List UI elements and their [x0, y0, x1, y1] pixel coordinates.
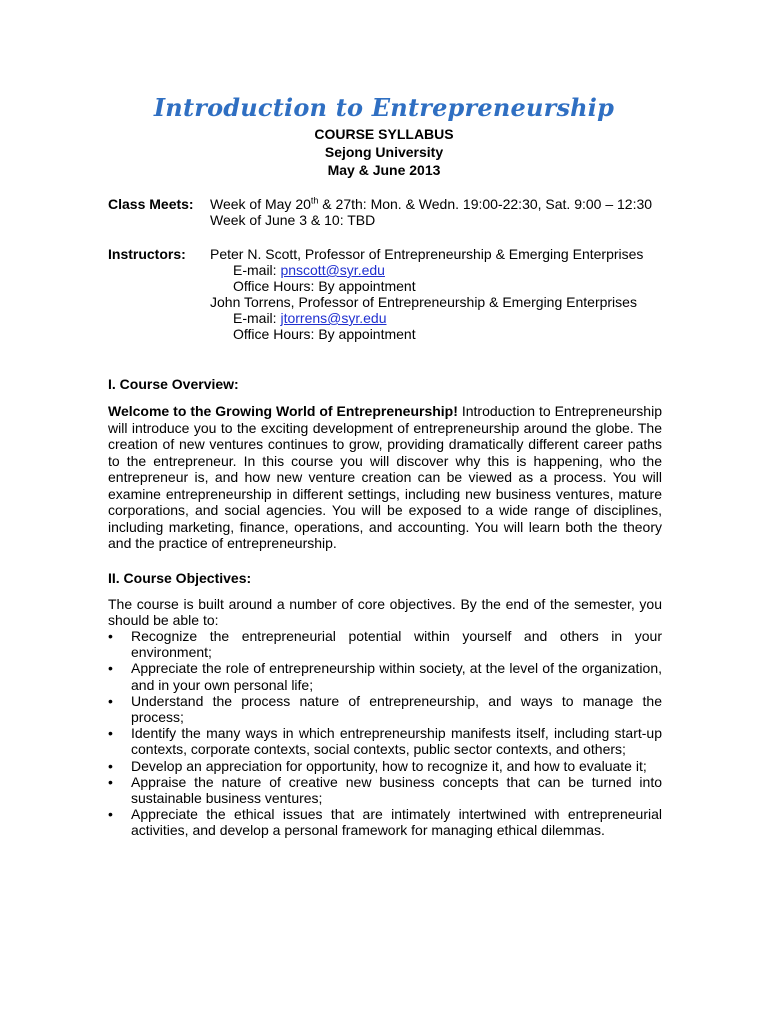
- overview-body: Introduction to Entrepreneurship will introduce you to the exciting development of entrepreneurship around the globe. The creation of new ventures continues to grow, providing dramatically different career paths to the entrepreneur. In this course you will discover why this is happening, who the entrepreneur is, and how new venture creation can be viewed as a process. You will examine entrepreneurship in different settings, including new business ventures, mature corporations, and social agencies. You will be exposed to a wide range of disciplines, including marketing, finance, operations, and accounting. You will learn both the theory and the practice of entrepreneurship.: [108, 403, 662, 551]
- instructors-label: Instructors:: [108, 246, 186, 262]
- objectives-list: [108, 628, 662, 839]
- instructor-1-email-line: [233, 262, 385, 278]
- objective-text: Appreciate the role of entrepreneurship within society, at the level of the organization, and in your own personal life;: [131, 660, 662, 693]
- objective-text: Appraise the nature of creative new business concepts that can be turned into sustainable business ventures;: [131, 773, 662, 807]
- bullet-icon: •: [108, 806, 113, 823]
- class-meets-line-1-sup: th: [310, 195, 319, 206]
- list-item: [108, 628, 662, 660]
- objective-text: Appreciate the ethical issues that are intimately intertwined with entrepreneurial activities, and develop a personal framework for managing ethical dilemmas.: [131, 806, 662, 839]
- course-objectives-heading: II. Course Objectives:: [108, 570, 252, 586]
- instructor-1-email-link[interactable]: pnscott@syr.edu: [280, 262, 385, 278]
- objective-text: Understand the process nature of entrepreneurship, and ways to manage the process;: [131, 692, 662, 726]
- list-item: [108, 660, 662, 692]
- class-meets-line-2: Week of June 3 & 10: TBD: [210, 212, 376, 228]
- course-overview-paragraph: [108, 403, 662, 552]
- instructor-2-name: John Torrens, Professor of Entrepreneurship & Emerging Enterprises: [210, 294, 637, 310]
- bullet-icon: •: [108, 757, 113, 774]
- objective-text: Develop an appreciation for opportunity, how to recognize it, and how to evaluate it;: [131, 757, 647, 774]
- overview-lead: Welcome to the Growing World of Entrepreneurship!: [108, 403, 458, 419]
- course-syllabus-heading: COURSE SYLLABUS: [314, 126, 454, 142]
- objective-text: Recognize the entrepreneurial potential within yourself and others in your environment;: [131, 628, 662, 661]
- course-overview-heading: I. Course Overview:: [108, 376, 239, 392]
- list-item: [108, 806, 662, 838]
- instructor-2-email-label: E-mail:: [233, 310, 281, 326]
- instructor-2-email-link[interactable]: jtorrens@syr.edu: [280, 310, 387, 326]
- document-title: Introduction to Entrepreneurship: [153, 93, 615, 122]
- bullet-icon: •: [108, 773, 113, 790]
- class-meets-line-1-b: & 27th: Mon. & Wedn. 19:00-22:30, Sat. 9:00 – 12:30: [318, 196, 653, 212]
- bullet-icon: •: [108, 628, 113, 644]
- objectives-intro: The course is built around a number of core objectives. By the end of the semester, you should be able to:: [108, 596, 662, 629]
- list-item: [108, 693, 662, 725]
- objective-text: Identify the many ways in which entrepreneurship manifests itself, including start-up contexts, corporate contexts, social contexts, public sector contexts, and others;: [131, 725, 662, 758]
- list-item: [108, 774, 662, 806]
- class-meets-line-1-a: Week of May 20: [210, 196, 311, 212]
- term-heading: May & June 2013: [327, 162, 441, 178]
- list-item: [108, 758, 662, 774]
- instructor-2-office-hours: Office Hours: By appointment: [233, 326, 416, 342]
- instructor-1-name: Peter N. Scott, Professor of Entrepreneurship & Emerging Enterprises: [210, 246, 644, 262]
- class-meets-line-1: [210, 196, 652, 212]
- university-heading: Sejong University: [324, 144, 444, 160]
- instructor-1-office-hours: Office Hours: By appointment: [233, 278, 416, 294]
- list-item: [108, 725, 662, 757]
- bullet-icon: •: [108, 692, 113, 709]
- bullet-icon: •: [108, 660, 113, 677]
- instructor-2-email-line: [233, 310, 387, 326]
- instructor-1-email-label: E-mail:: [233, 262, 281, 278]
- class-meets-label: Class Meets:: [108, 196, 194, 212]
- bullet-icon: •: [108, 725, 113, 742]
